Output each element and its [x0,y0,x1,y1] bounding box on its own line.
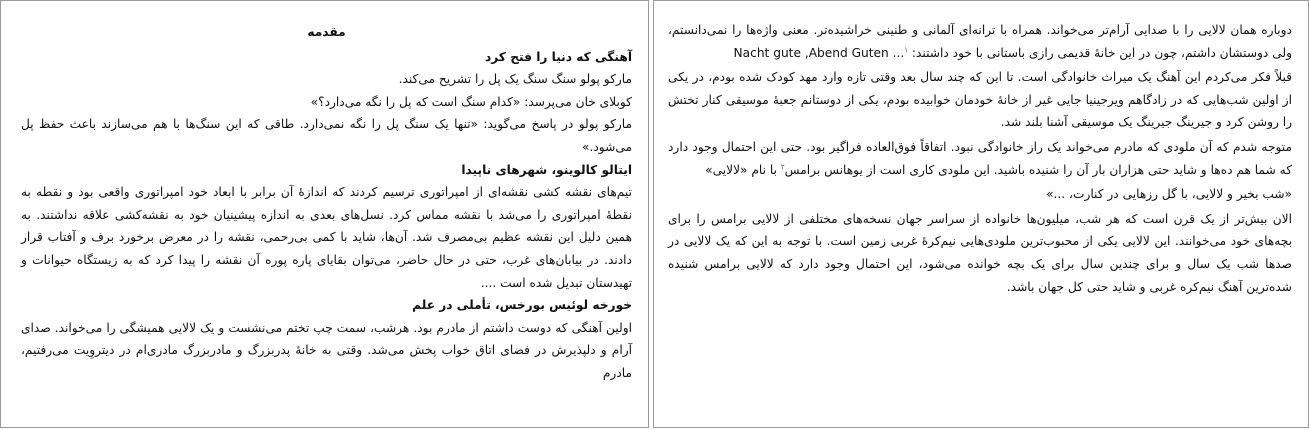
quote-line: «شب بخیر و لالایی، با گل رزهایی در کنارت، ...» [1046,187,1292,202]
page-title: مقدمه [307,25,346,39]
footnote-marker[interactable]: ۱ [904,45,909,54]
paragraph [668,19,1292,64]
paragraph: کوبلای خان می‌پرسد: «کدام سنگ است که پل را نگه می‌دارد؟» [310,94,632,109]
left-page-text [21,21,632,427]
paragraph-text: با نام «لالایی» [705,162,781,177]
paragraph: تیم‌های نقشه کشی نقشه‌ای از امپراتوری ترسیم کردند که اندازهٔ آن برابر با ابعاد خود امپراتوری واقعی بود و نقطه به نقطهٔ امپراتوری را می‌شد با نقشه مماس کرد. نسل‌های بعدی به اندازه پیشینیان خود به نقشه‌کشی علاقه نداشتند. به همین دلیل این نقشه عظیم بی‌مصرف شد. آن‌ها، شاید با کمی بی‌رحمی، نقشه را در معرض برخورد برف و آفتاب قرار دادند. در بیابان‌های غرب، حتی در حال حاضر، می‌توان بقایای پاره پوره آن نقشه را پیدا کرد که به زیستگاه حیوانات و تهیدستان تبدیل شده است .... [21,185,632,290]
section-heading-song: آهنگی که دنیا را فتح کرد [485,49,632,64]
right-page [653,0,1309,428]
paragraph: اولین آهنگی که دوست داشتم از مادرم بود. هرشب، سمت چپ تختم می‌نشست و یک لالایی همیشگی را می‌خواند. صدای آرام و دلپذیرش در فضای اتاق خواب پخش می‌شد. وقتی به خانهٔ پدربزرگ و مادربزرگ مادری‌ام در دیتروِیت می‌رفتیم، مادرم [21,320,632,380]
section-heading-calvino: ایتالو کالوینو، شهرهای ناپیدا [461,162,632,177]
left-page [0,0,649,428]
footnote-marker[interactable]: ۲ [780,162,785,171]
paragraph [668,136,1292,181]
paragraph: مارکو پولو سنگ سنگ یک پل را تشریح می‌کند. [398,72,632,87]
paragraph-text: متوجه شدم که آن ملودی که مادرم می‌خواند یک راز خانوادگی نبود. اتفاقاً فوق‌العاده فراگیر بود. حتی این احتمال وجود دارد که شما هم ده‌ها و شاید حتی هزاران بار آن را شنیده باشید. این ملودی کاری است از یوهانس برامس [668,139,1292,177]
paragraph-text: دوباره همان لالایی را با صدایی آرام‌تر می‌خواند. همراه با ترانه‌ای آلمانی و طنینی خراشیده‌تر. معنی واژه‌ها را نمی‌دانستم، ولی دوستشان داشتم، چون در این خانهٔ قدیمی رازی باستانی با خود داشتند: Nacht gute ,Abend Guten ... [668,23,1292,60]
paragraph: مارکو پولو در پاسخ می‌گوید: «تنها یک سنگ پل را نگه نمی‌دارد. طاقی که این سنگ‌ها با هم می‌سازند باعث حفظ پل می‌شود.» [21,117,632,154]
paragraph: قبلاً فکر می‌کردم این آهنگ یک میراث خانوادگی است. تا این که چند سال بعد وقتی تازه وارد مهد کودک شده بودم، در یکی از اولین شب‌هایی که در زادگاهم ویرجینیا جایی غیر از خانهٔ خودمان خوابیده بودم، یکی از دوستانم جعبهٔ موسیقی کنار تختش را روشن کرد و جیرینگ جیرینگ یک موسیقی آشنا بلند شد. [668,70,1292,130]
paragraph: الان بیش‌تر از یک قرن است که هر شب، میلیون‌ها خانواده از سراسر جهان نسخه‌های مختلفی از لالایی برامس را برای بچه‌های خود می‌خوانند. این لالایی یکی از محبوب‌ترین ملودی‌هایی نیم‌کرهٔ غربی زمین است. با توجه به این که یک لالایی در صدها شب یک سال و برای چندین سال برای یک بچه خوانده می‌شود، این احتمال وجود دارد که لالایی برامس شنیده شده‌ترین آهنگ نیم‌کره غربی و شاید حتی کل جهان باشد. [668,211,1292,294]
section-heading-borges: خورخه لوئیس بورخس، تأملی در علم [412,298,632,313]
right-page-text [668,19,1292,427]
